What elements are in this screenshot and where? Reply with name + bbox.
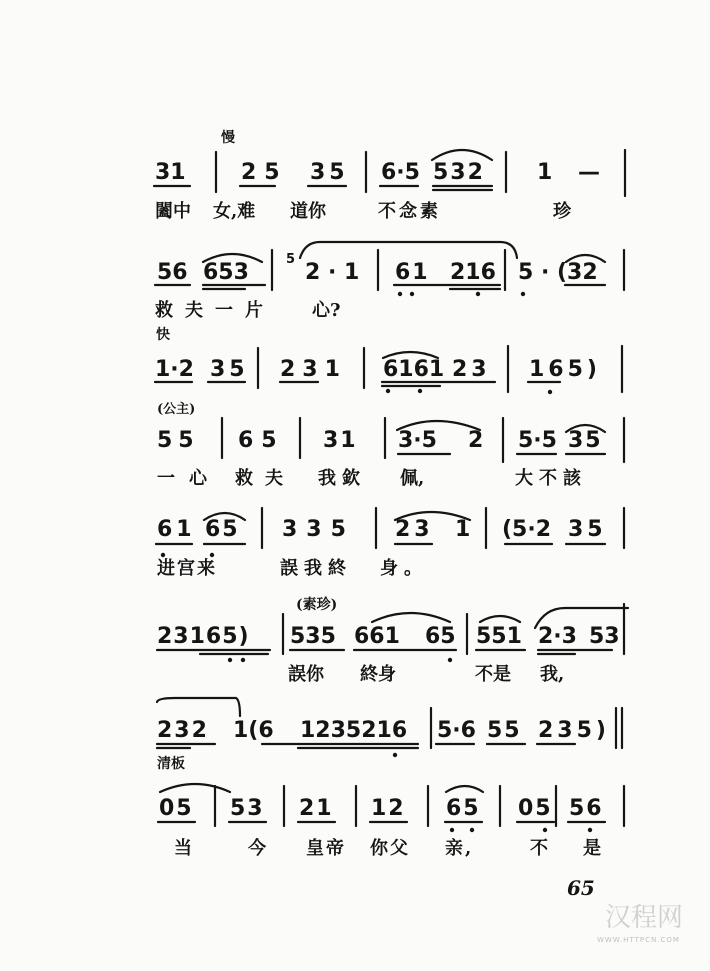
lyric: 不是 — [475, 664, 511, 685]
lyric: 我欽 — [318, 468, 366, 489]
lyric: 女,难 — [213, 201, 256, 222]
note-group: 5 · (32 — [518, 260, 598, 285]
note-group: 35 — [568, 517, 607, 542]
lyric: 誤你 — [288, 664, 324, 685]
note-group: 1(6 — [233, 718, 274, 743]
note-group: 5·5 — [518, 428, 557, 453]
tempo-marking-kuai: 快 — [156, 327, 170, 343]
octave-dot — [386, 389, 390, 393]
note-group: 231 — [280, 357, 347, 382]
note-group: 2·3 — [538, 624, 577, 649]
note-group: 216 — [450, 260, 496, 285]
octave-dot — [210, 553, 214, 557]
octave-dot — [161, 553, 165, 557]
note-group: 61 — [157, 517, 196, 542]
octave-dot — [393, 753, 397, 757]
note-group: 3·5 — [398, 428, 437, 453]
note-group: 1 — [455, 517, 471, 542]
note-group: 05 — [518, 796, 553, 821]
slur — [480, 616, 520, 622]
lyric: 一心 — [157, 468, 221, 489]
octave-dot — [448, 658, 452, 662]
lyric: 不 — [530, 838, 548, 859]
note-group: 65 — [238, 428, 285, 453]
watermark-logo: 汉程网 — [605, 903, 684, 933]
octave-dot — [241, 658, 245, 662]
lyric: 亲, — [445, 838, 474, 859]
lyric: 你父 — [370, 838, 410, 859]
octave-dot — [418, 389, 422, 393]
note-group: 53 — [589, 624, 620, 649]
lyric: 不念素 — [378, 201, 441, 222]
note-group: 55 — [487, 718, 522, 743]
note-group: 5·6 — [437, 718, 476, 743]
note-group: 165) — [529, 357, 601, 382]
note-group: 23 — [452, 357, 491, 382]
note-group: 61 — [395, 260, 430, 285]
note-group: 661 — [354, 624, 400, 649]
role-marking-suzhen: (素珍) — [296, 597, 338, 613]
slur — [300, 242, 517, 258]
lyric: 救夫一片 — [155, 300, 275, 321]
note-group: 56 — [157, 260, 188, 285]
note-group: 56 — [569, 796, 604, 821]
octave-dot — [228, 658, 232, 662]
lyric: 誤我終 — [280, 558, 352, 579]
lyric: 道你 — [290, 201, 326, 222]
slur — [395, 512, 470, 520]
watermark-url: WWW.HTTPCN.COM — [597, 936, 680, 944]
note-group: 532 — [433, 160, 485, 185]
slur — [383, 352, 438, 358]
octave-dot — [398, 292, 402, 296]
note-group: (5·2 — [502, 517, 552, 542]
slur — [372, 613, 450, 622]
lyric: 佩, — [400, 468, 425, 489]
slur — [160, 784, 230, 792]
note-group: 35 — [210, 357, 249, 382]
note-group: 31 — [155, 160, 186, 185]
lyric: 身。 — [380, 558, 428, 579]
note-group: 35 — [568, 428, 603, 453]
note-group: 335 — [282, 517, 355, 542]
octave-dot — [450, 828, 454, 832]
note-group: 65 — [205, 517, 240, 542]
tempo-marking-qingban: 清板 — [157, 756, 185, 772]
note-group: 535 — [290, 624, 336, 649]
lyric: 終身 — [360, 664, 396, 685]
note-group: 1 — [537, 160, 553, 185]
lyric: 今 — [248, 838, 266, 859]
slur — [535, 608, 628, 628]
note-group: 23 — [395, 517, 434, 542]
lyric: 是 — [583, 838, 601, 859]
lyric: 当 — [174, 838, 192, 859]
slur — [566, 255, 605, 262]
note-group: 6·5 — [381, 160, 420, 185]
slur — [157, 698, 240, 716]
lyric: 救夫 — [235, 468, 295, 489]
octave-dot — [548, 390, 552, 394]
note-group: 551 — [476, 624, 522, 649]
lyric: 大不該 — [515, 468, 587, 489]
grace-note: 5 — [286, 252, 296, 267]
lyric: 我, — [540, 664, 565, 685]
lyric: 皇帝 — [306, 838, 346, 859]
note-group: — — [578, 160, 600, 185]
slur — [432, 150, 492, 160]
lyric: 闔中 — [155, 201, 191, 222]
note-group: 05 — [159, 796, 194, 821]
note-group: 6161 — [383, 357, 445, 382]
slur — [566, 425, 605, 432]
note-group: 65 — [425, 624, 456, 649]
page-number: 65 — [567, 876, 595, 900]
note-group: 35 — [310, 160, 349, 185]
note-group: 1·2 — [155, 357, 194, 382]
note-group: 235) — [538, 718, 610, 743]
note-group: 25 — [241, 160, 288, 185]
octave-dot — [543, 828, 547, 832]
role-marking-gongzhu: (公主) — [157, 402, 196, 417]
octave-dot — [410, 292, 414, 296]
note-group: 2 — [468, 428, 484, 453]
octave-dot — [470, 828, 474, 832]
note-group: 31 — [323, 428, 358, 453]
note-group: 12 — [371, 796, 406, 821]
note-group: 232 — [157, 718, 209, 743]
note-group: 1235216 — [300, 718, 408, 743]
octave-dot — [588, 828, 592, 832]
note-group: 65 — [446, 796, 481, 821]
lyric: 进宫来 — [157, 558, 217, 579]
lyric: 珍 — [553, 201, 571, 222]
slur — [397, 421, 480, 430]
note-group: 21 — [299, 796, 334, 821]
note-group: 23165) — [157, 624, 250, 649]
lyric: 心? — [312, 300, 341, 321]
octave-dot — [521, 292, 525, 296]
note-group: 2 · 1 — [305, 260, 360, 285]
note-group: 53 — [230, 796, 265, 821]
note-group: 653 — [203, 260, 249, 285]
note-group: 55 — [157, 428, 200, 453]
slur — [204, 513, 245, 520]
slur — [203, 254, 262, 262]
tempo-marking-man: 慢 — [221, 130, 235, 146]
slur — [446, 786, 483, 792]
octave-dot — [476, 292, 480, 296]
